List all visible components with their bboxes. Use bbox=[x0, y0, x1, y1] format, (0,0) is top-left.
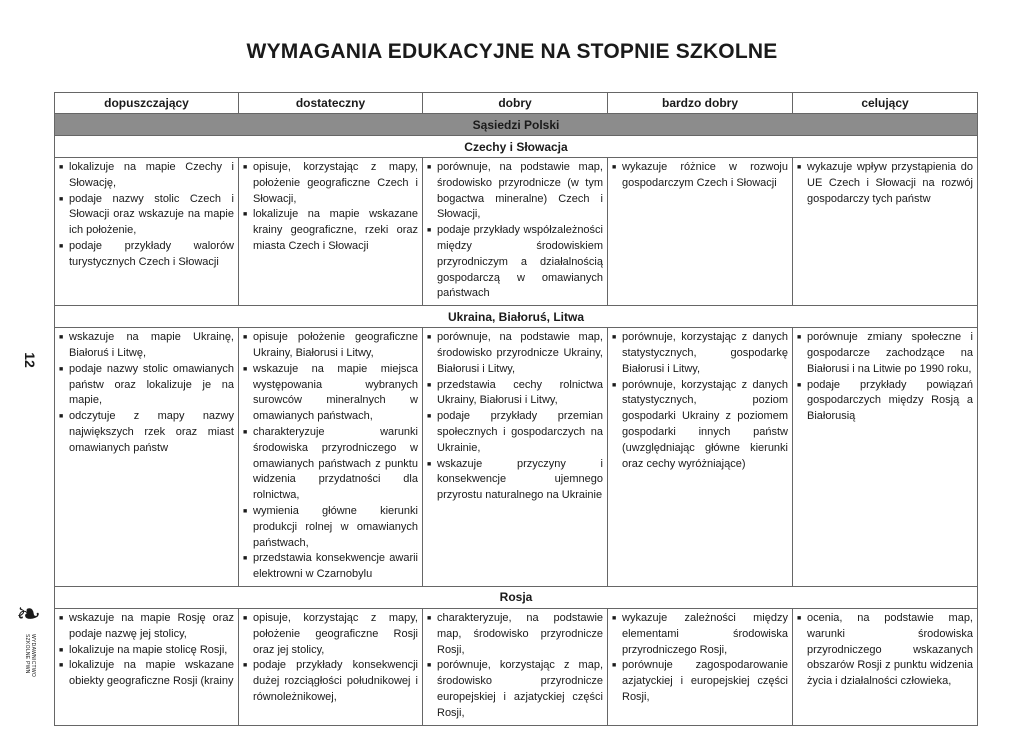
requirement-item: ■ porównuje zagospodarowanie azjatyckiej i europejskiej części Rosji, bbox=[612, 658, 788, 705]
requirement-item: ■ wskazuje przyczyny i konsekwencje ujemnego przyrostu naturalnego na Ukrainie bbox=[427, 457, 603, 504]
requirement-item: ■ porównuje, korzystając z danych statystycznych, gospodarkę Białorusi i Litwy, bbox=[612, 330, 788, 377]
group-heading: Czechy i Słowacja bbox=[55, 136, 978, 158]
requirement-item: ■ podaje nazwy stolic Czech i Słowacji oraz wskazuje na mapie ich położenie, bbox=[59, 192, 234, 239]
table-row bbox=[55, 328, 978, 587]
column-header: dopuszczający bbox=[55, 93, 239, 114]
requirement-item: ■ wskazuje na mapie Rosję oraz podaje nazwę jej stolicy, bbox=[59, 611, 234, 643]
requirement-item: ■ porównuje, na podstawie map, środowisko przyrodnicze Ukrainy, Białorusi i Litwy, bbox=[427, 330, 603, 377]
requirement-item: ■ lokalizuje na mapie wskazane obiekty geograficzne Rosji (krainy bbox=[59, 658, 234, 690]
requirement-cell bbox=[793, 328, 978, 587]
requirement-item: ■ podaje przykłady konsekwencji dużej rozciągłości południkowej i równoleżnikowej, bbox=[243, 658, 418, 705]
requirement-cell bbox=[55, 328, 239, 587]
table-row bbox=[55, 158, 978, 306]
requirement-cell bbox=[793, 608, 978, 725]
requirement-item: ■ podaje nazwy stolic omawianych państw oraz lokalizuje je na mapie, bbox=[59, 362, 234, 409]
requirement-cell bbox=[55, 158, 239, 306]
requirements-table bbox=[54, 92, 978, 726]
requirement-item: ■ podaje przykłady współzależności między środowiskiem przyrodniczym a działalnością gospodarczą w omawianych państwach bbox=[427, 223, 603, 302]
requirement-item: ■ porównuje zmiany społeczne i gospodarcze zachodzące na Białorusi i na Litwie po 1990 roku, bbox=[797, 330, 973, 377]
requirement-item: ■ charakteryzuje, na podstawie map, środowisko przyrodnicze Rosji, bbox=[427, 611, 603, 658]
requirement-item: ■ podaje przykłady przemian społecznych i gospodarczych na Ukrainie, bbox=[427, 409, 603, 456]
requirement-item: ■ opisuje, korzystając z mapy, położenie geograficzne Rosji oraz jej stolicy, bbox=[243, 611, 418, 658]
requirement-item: ■ opisuje, korzystając z mapy, położenie geograficzne Czech i Słowacji, bbox=[243, 160, 418, 207]
requirement-cell bbox=[423, 158, 608, 306]
requirement-item: ■ lokalizuje na mapie wskazane krainy geograficzne, rzeki oraz miasta Czech i Słowacji bbox=[243, 207, 418, 254]
requirement-cell bbox=[239, 608, 423, 725]
requirement-item: ■ wskazuje na mapie miejsca występowania wybranych surowców mineralnych w omawianych państwach, bbox=[243, 362, 418, 425]
requirement-item: ■ opisuje położenie geograficzne Ukrainy, Białorusi i Litwy, bbox=[243, 330, 418, 362]
requirement-item: ■ lokalizuje na mapie stolicę Rosji, bbox=[59, 643, 234, 659]
requirement-item: ■ wykazuje różnice w rozwoju gospodarczym Czech i Słowacji bbox=[612, 160, 788, 192]
column-header: celujący bbox=[793, 93, 978, 114]
column-header: dobry bbox=[423, 93, 608, 114]
publisher-name: WYDAWNICTWO SZKOLNE PWN bbox=[24, 634, 36, 678]
requirement-item: ■ podaje przykłady walorów turystycznych Czech i Słowacji bbox=[59, 239, 234, 271]
publisher-logo bbox=[14, 600, 48, 680]
requirement-item: ■ ocenia, na podstawie map, warunki środowiska przyrodniczego wskazanych obszarów Rosji z punktu widzenia życia i działalności człowieka, bbox=[797, 611, 973, 690]
requirement-item: ■ przedstawia konsekwencje awarii elektrowni w Czarnobylu bbox=[243, 551, 418, 583]
requirement-item: ■ porównuje, korzystając z map, środowisko przyrodnicze europejskiej i azjatyckiej części Rosji, bbox=[427, 658, 603, 721]
requirement-cell bbox=[608, 328, 793, 587]
requirement-item: ■ podaje przykłady powiązań gospodarczych między Rosją a Białorusią bbox=[797, 378, 973, 425]
requirement-item: ■ lokalizuje na mapie Czechy i Słowację, bbox=[59, 160, 234, 192]
requirement-item: ■ porównuje, korzystając z danych statystycznych, poziom gospodarki Ukrainy z poziomem gospodarki innych państw (uwzględniając główne kierunki oraz cechy wyróżniające) bbox=[612, 378, 788, 473]
page-title: WYMAGANIA EDUKACYJNE NA STOPNIE SZKOLNE bbox=[246, 40, 778, 63]
page-number: 12 bbox=[21, 352, 38, 368]
requirement-cell bbox=[608, 608, 793, 725]
requirement-cell bbox=[423, 328, 608, 587]
requirement-cell bbox=[793, 158, 978, 306]
requirement-item: ■ wskazuje na mapie Ukrainę, Białoruś i Litwę, bbox=[59, 330, 234, 362]
requirement-cell bbox=[239, 158, 423, 306]
header-row bbox=[55, 93, 978, 114]
requirement-item: ■ charakteryzuje warunki środowiska przyrodniczego w omawianych państwach z punktu widzenia przydatności dla rolnictwa, bbox=[243, 425, 418, 504]
group-heading: Ukraina, Białoruś, Litwa bbox=[55, 306, 978, 328]
column-header: bardzo dobry bbox=[608, 93, 793, 114]
requirement-item: ■ wykazuje zależności między elementami środowiska przyrodniczego Rosji, bbox=[612, 611, 788, 658]
requirement-item: ■ przedstawia cechy rolnictwa Ukrainy, Białorusi i Litwy, bbox=[427, 378, 603, 410]
requirement-item: ■ wykazuje wpływ przystąpienia do UE Czech i Słowacji na rozwój gospodarczy tych państw bbox=[797, 160, 973, 207]
requirement-cell bbox=[608, 158, 793, 306]
requirement-cell bbox=[55, 608, 239, 725]
requirement-cell bbox=[239, 328, 423, 587]
column-header: dostateczny bbox=[239, 93, 423, 114]
table-row bbox=[55, 608, 978, 725]
requirement-cell bbox=[423, 608, 608, 725]
section-heading: Sąsiedzi Polski bbox=[55, 114, 978, 136]
requirement-item: ■ wymienia główne kierunki produkcji rolnej w omawianych państwach, bbox=[243, 504, 418, 551]
requirement-item: ■ porównuje, na podstawie map, środowisko przyrodnicze (w tym bogactwa mineralne) Czech i Słowacji, bbox=[427, 160, 603, 223]
requirement-item: ■ odczytuje z mapy nazwy największych rzek oraz miast omawianych państw bbox=[59, 409, 234, 456]
swan-logo-icon: ❧ bbox=[16, 598, 42, 631]
group-heading: Rosja bbox=[55, 586, 978, 608]
